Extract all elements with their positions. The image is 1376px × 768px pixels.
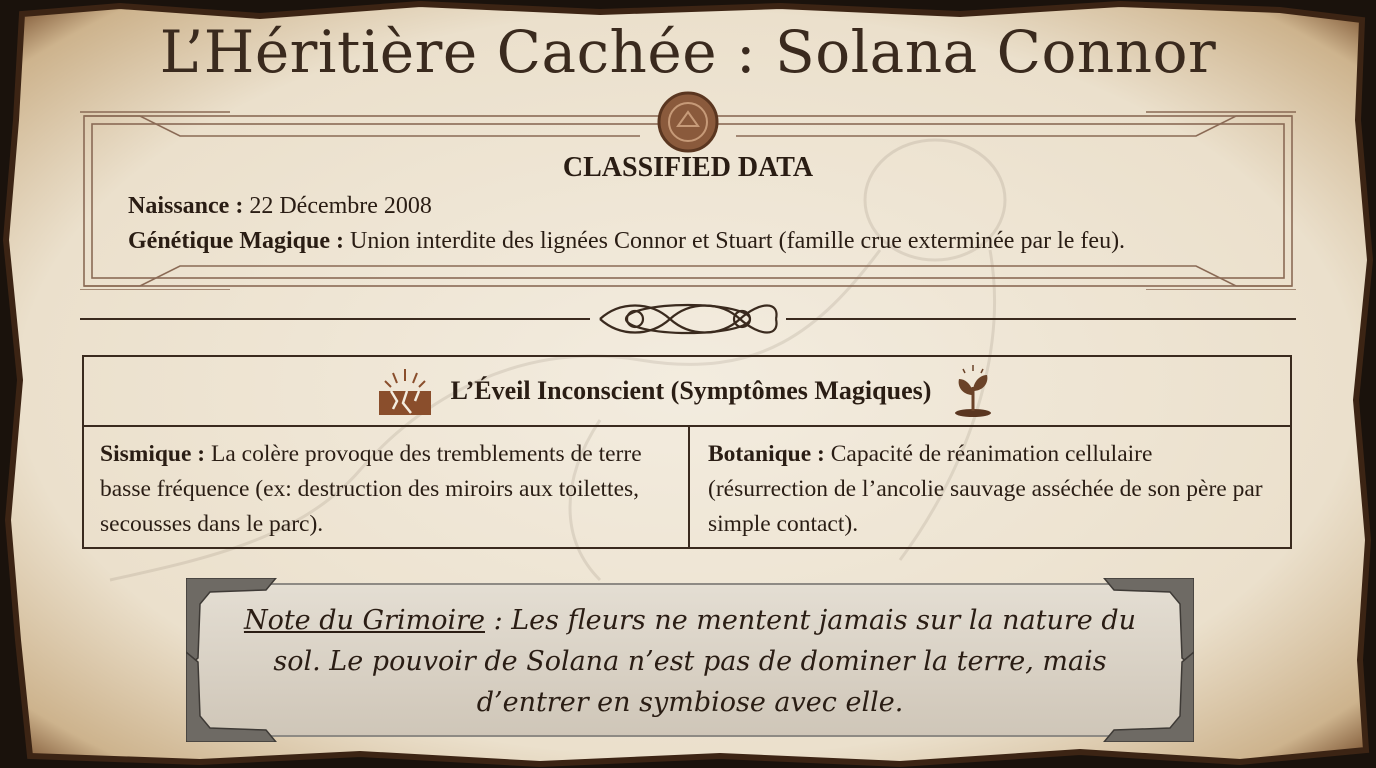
- note-text: [226, 600, 1154, 723]
- birth-value: 22 Décembre 2008: [249, 193, 432, 219]
- birth-line: [128, 193, 432, 220]
- seismic-text: La colère provoque des tremblements de terre basse fréquence (ex: destruction des miroirs aux toilettes, secousses dans le parc).: [100, 441, 642, 537]
- page-title: L’Héritière Cachée : Solana Connor: [159, 18, 1217, 86]
- wax-seal-icon: [656, 90, 720, 154]
- genetics-label: Génétique Magique :: [128, 228, 344, 254]
- cracked-earth-icon: [377, 365, 433, 417]
- birth-label: Naissance :: [128, 193, 244, 219]
- sprout-icon: [949, 365, 997, 417]
- grimoire-note: [186, 578, 1194, 742]
- classified-heading: CLASSIFIED DATA: [562, 152, 814, 183]
- celtic-knot-divider: [80, 296, 1296, 342]
- symptoms-table: [82, 355, 1292, 549]
- symptoms-header: [84, 357, 1290, 427]
- genetics-value: Union interdite des lignées Connor et Stuart (famille crue exterminée par le feu).: [350, 228, 1126, 254]
- botanic-text: Capacité de réanimation cellulaire (résurrection de l’ancolie sauvage asséchée de son père par simple contact).: [708, 441, 1263, 537]
- genetics-line: [128, 228, 1125, 255]
- botanic-label: Botanique :: [708, 441, 825, 467]
- seismic-cell: [84, 427, 690, 549]
- botanic-cell: [690, 427, 1290, 549]
- note-body: : Les fleurs ne mentent jamais sur la nature du sol. Le pouvoir de Solana n’est pas de dominer la terre, mais d’entrer en symbiose avec elle.: [273, 605, 1137, 718]
- seismic-label: Sismique :: [100, 441, 206, 467]
- note-label: Note du Grimoire: [243, 605, 485, 636]
- symptoms-title: L’Éveil Inconscient (Symptômes Magiques): [450, 376, 932, 405]
